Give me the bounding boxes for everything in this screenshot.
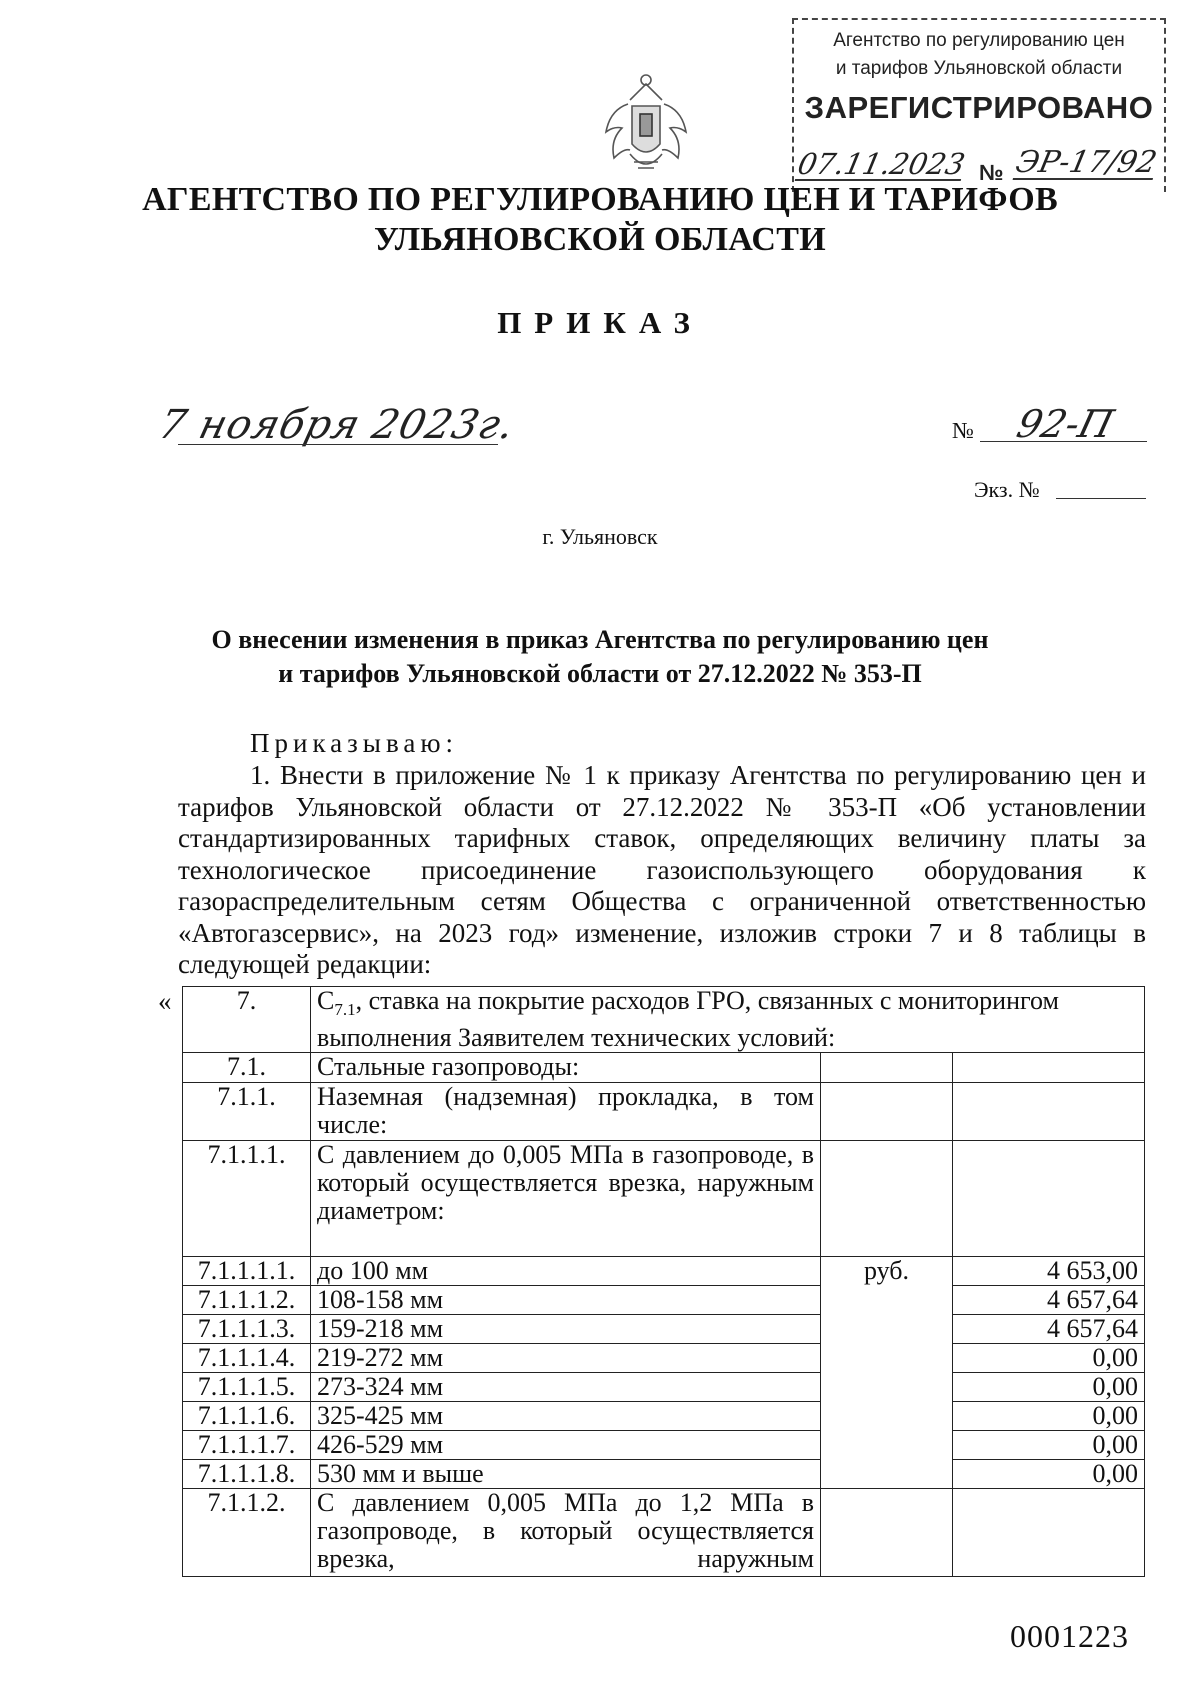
row-number: 7.1. [183,1053,311,1083]
row-number: 7.1.1.1. [183,1141,311,1257]
row-value: 4 657,64 [953,1315,1145,1344]
row-value [953,1053,1145,1083]
stamp-line-1: Агентство по регулированию цен [833,30,1125,51]
row-number: 7.1.1.1.6. [183,1402,311,1431]
stamp-status: ЗАРЕГИСТРИРОВАНО [804,90,1154,125]
table-row [183,1083,1145,1141]
row-unit [821,1083,953,1141]
table-row [183,1373,1145,1402]
table-row [183,987,1145,1053]
org-name-line-1: АГЕНТСТВО ПО РЕГУЛИРОВАНИЮ ЦЕН И ТАРИФОВ [142,181,1058,218]
order-number-label: № [952,418,974,443]
city: г. Ульяновск [542,524,658,549]
stamp-number: ЭР-17/92 [1012,145,1160,180]
row-unit: руб. [821,1257,953,1489]
row-value [953,1141,1145,1257]
stamp-line-2: и тарифов Ульяновской области [835,58,1123,79]
row-value [953,1489,1145,1577]
row-unit [821,1141,953,1257]
row-text: 108-158 мм [311,1286,821,1315]
row-text: С давлением до 0,005 МПа в газопроводе, в который осуществляется врезка, наружным диаметром: [311,1141,821,1257]
row-number: 7.1.1.1.1. [183,1257,311,1286]
table-row [183,1053,1145,1083]
row-number: 7.1.1.1.4. [183,1344,311,1373]
table-row [183,1431,1145,1460]
row-text: до 100 мм [311,1257,821,1286]
row-value [953,1083,1145,1141]
row-number: 7.1.1.1.3. [183,1315,311,1344]
row-text: 219-272 мм [311,1344,821,1373]
table-row [183,1460,1145,1489]
coat-of-arms-icon [600,70,692,180]
row-text: Наземная (надземная) прокладка, в том числе: [311,1083,821,1141]
row-number: 7.1.1.1.7. [183,1431,311,1460]
document-serial-number: 0001223 [1010,1618,1129,1654]
row-unit [821,1053,953,1083]
table-row [183,1315,1145,1344]
open-quote: « [158,986,172,1016]
table-row [183,1489,1145,1577]
row-number: 7.1.1.2. [183,1489,311,1577]
row-number: 7.1.1. [183,1083,311,1141]
order-date-handwritten: 7 ноября 2023г. [154,402,520,448]
tariff-table [182,986,1145,1577]
date-underline [178,444,498,445]
stamp-number-label: № [979,160,1004,185]
row-value: 0,00 [953,1373,1145,1402]
org-name-line-2: УЛЬЯНОВСКОЙ ОБЛАСТИ [374,221,826,258]
table-row [183,1344,1145,1373]
row-text: 325-425 мм [311,1402,821,1431]
row-value: 0,00 [953,1344,1145,1373]
row-number: 7.1.1.1.2. [183,1286,311,1315]
row-value: 0,00 [953,1402,1145,1431]
row-number: 7.1.1.1.5. [183,1373,311,1402]
order-number-handwritten: 92-П [1012,402,1118,446]
subject-line-2: и тарифов Ульяновской области от 27.12.2022 № 353-П [278,659,922,688]
row-text: С давлением 0,005 МПа до 1,2 МПа в газопроводе, в который осуществляется врезка, наружным [311,1489,821,1577]
row-text: 159-218 мм [311,1315,821,1344]
row-text: 530 мм и выше [311,1460,821,1489]
order-word: Приказываю: [250,728,458,758]
row-value: 0,00 [953,1431,1145,1460]
subject-line-1: О внесении изменения в приказ Агентства по регулированию цен [211,625,989,654]
order-paragraph: 1. Внести в приложение № 1 к приказу Агентства по регулированию цен и тарифов Ульяновской области от 27.12.2022 № 353-П «Об установлении стандартизированных тарифных ставок, определяющих величину платы за технологическое присоединение газоиспользующего оборудования к газораспределительным сетям Общества с ограниченной ответственностью «Автогазсервис», на 2023 год» изменение, изложив строки 7 и 8 таблицы в следующей редакции: [178,760,1146,979]
number-underline [980,441,1147,442]
row-text: 426-529 мм [311,1431,821,1460]
row-text: $C_{7.1}$, ставка на покрытие расходов ГРО, связанных с мониторингом выполнения Заявителем технических условий: [311,987,1145,1053]
row-value: 0,00 [953,1460,1145,1489]
table-row [183,1257,1145,1286]
table-row [183,1402,1145,1431]
doc-type: ПРИКАЗ [497,305,703,340]
copy-label: Экз. № [974,477,1040,502]
registration-stamp [792,18,1166,192]
table-row [183,1141,1145,1257]
row-number: 7. [183,987,311,1053]
table-row [183,1286,1145,1315]
row-value: 4 657,64 [953,1286,1145,1315]
row-unit [821,1489,953,1577]
row-text: Стальные газопроводы: [311,1053,821,1083]
row-text: 273-324 мм [311,1373,821,1402]
stamp-date: 07.11.2023 [794,147,968,181]
copy-underline [1056,498,1146,499]
row-number: 7.1.1.1.8. [183,1460,311,1489]
row-value: 4 653,00 [953,1257,1145,1286]
